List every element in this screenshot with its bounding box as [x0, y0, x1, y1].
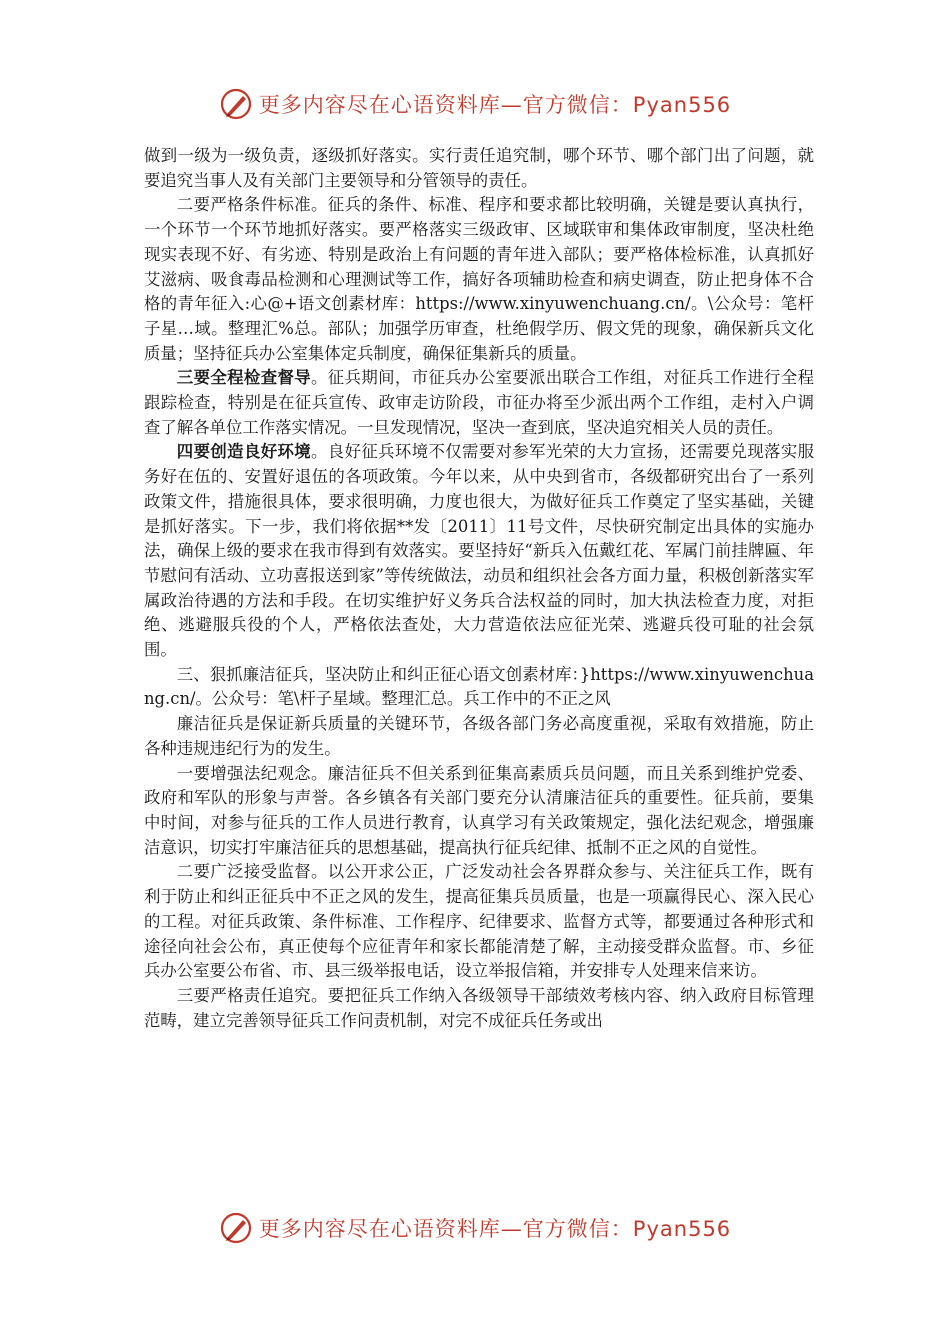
paragraph-4 — [144, 440, 814, 662]
paragraph-6: 廉洁征兵是保证新兵质量的关键环节，各级各部门务必高度重视，采取有效措施，防止各种违规违纪行为的发生。 — [144, 714, 814, 758]
paragraph-3 — [144, 366, 814, 440]
pen-logo-icon — [219, 1211, 253, 1245]
paragraph-1: 做到一级为一级负责，逐级抓好落实。实行责任追究制，哪个环节、哪个部门出了问题，就要追究当事人及有关部门主要领导和分管领导的责任。 — [144, 146, 814, 190]
section-heading-3: 三、狠抓廉洁征兵，坚决防止和纠正征心语文创素材库：}https://www.xinyuwenchuang.cn/。公众号：笔\杆子星域。整理汇总。兵工作中的不正之风 — [144, 664, 814, 709]
paragraph-3-text: 。征兵期间，市征兵办公室要派出联合工作组，对征兵工作进行全程跟踪检查，特别是在征兵宣传、政审走访阶段，市征办将至少派出两个工作组，走村入户调查了解各单位工作落实情况。一旦发现情况，坚决一查到底，坚决追究相关人员的责任。 — [144, 368, 815, 437]
paragraph-4-text: 。良好征兵环境不仅需要对参军光荣的大力宣扬，还需要兑现落实服务好在伍的、安置好退伍的各项政策。今年以来，从中央到省市，各级都研究出台了一系列政策文件，措施很具体，要求很明确，力度也很大，为做好征兵工作奠定了坚实基础，关键是抓好落实。下一步，我们将依据**发〔2011〕11号文件，尽快研究制定出具体的实施办法，确保上级的要求在我市得到有效落实。要坚持好“新兵入伍戴红花、军属门前挂牌匾、年节慰问有活动、立功喜报送到家”等传统做法，动员和组织社会各方面力量，积极创新落实军属政治待遇的方法和手段。在切实维护好义务兵合法权益的同时，加大执法检查力度，对拒绝、逃避服兵役的个人，严格依法查处，大力营造依法应征光荣、逃避兵役可耻的社会氛围。 — [144, 442, 815, 660]
footer-banner-text: 更多内容尽在心语资料库—官方微信：Pyan556 — [258, 1217, 732, 1241]
header-banner-text: 更多内容尽在心语资料库—官方微信：Pyan556 — [258, 93, 732, 117]
document-body — [144, 144, 814, 1033]
header-banner — [0, 86, 950, 122]
paragraph-7: 一要增强法纪观念。廉洁征兵不但关系到征集高素质兵员问题，而且关系到维护党委、政府和军队的形象与声誉。各乡镇各有关部门要充分认清廉洁征兵的重要性。征兵前，要集中时间，对参与征兵的工作人员进行教育，认真学习有关政策规定，强化法纪观念，增强廉洁意识，切实打牢廉洁征兵的思想基础，提高执行征兵纪律、抵制不正之风的自觉性。 — [144, 763, 814, 857]
paragraph-8: 二要广泛接受监督。以公开求公正，广泛发动社会各界群众参与、关注征兵工作，既有利于防止和纠正征兵中不正之风的发生，提高征集兵员质量，也是一项赢得民心、深入民心的工程。对征兵政策、条件标准、工作程序、纪律要求、监督方式等，都要通过各种形式和途径向社会公布，真正使每个应征青年和家长都能清楚了解，主动接受群众监督。市、乡征兵办公室要公布省、市、县三级举报电话，设立举报信箱，并安排专人处理来信来访。 — [144, 862, 814, 981]
paragraph-4-lead: 四要创造良好环境 — [176, 442, 312, 462]
footer-banner — [0, 1210, 950, 1246]
paragraph-3-lead: 三要全程检查督导 — [176, 368, 312, 388]
paragraph-9: 三要严格责任追究。要把征兵工作纳入各级领导干部绩效考核内容、纳入政府目标管理范畴，建立完善领导征兵工作问责机制，对完不成征兵任务或出 — [144, 985, 814, 1030]
pen-logo-icon — [219, 87, 253, 121]
paragraph-2: 二要严格条件标准。征兵的条件、标准、程序和要求都比较明确，关键是要认真执行，一个环节一个环节地抓好落实。要严格落实三级政审、区域联审和集体政审制度，坚决杜绝现实表现不好、有劣迹、特别是政治上有问题的青年进入部队；要严格体检标准，认真抓好艾滋病、吸食毒品检测和心理测试等工作，搞好各项辅助检查和病史调查，防止把身体不合格的青年征入:心@+语文创素材库：https://www.xinyuwenchuang.cn/。\公众号：笔杆子星…域。整理汇%总。部队；加强学历审查，杜绝假学历、假文凭的现象，确保新兵文化质量；坚持征兵办公室集体定兵制度，确保征集新兵的质量。 — [144, 195, 814, 363]
